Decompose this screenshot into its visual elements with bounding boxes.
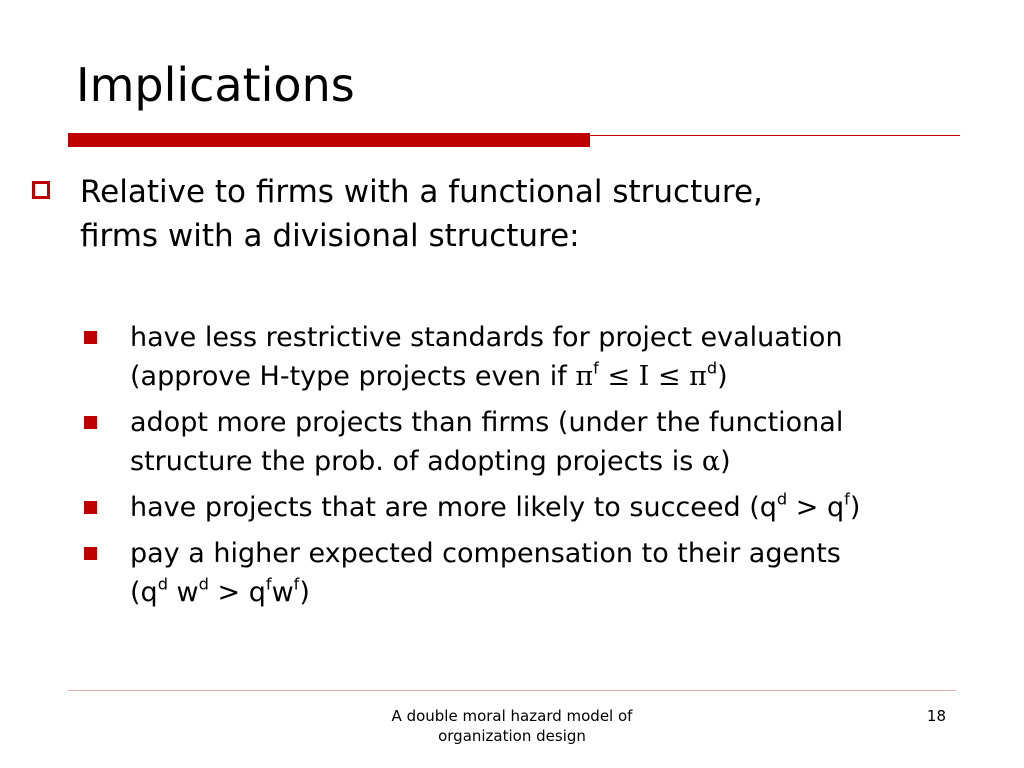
sub-bullet-1-line-2: [130, 357, 984, 396]
filled-square-bullet-icon: [84, 416, 97, 429]
le-symbol: ≤: [607, 361, 631, 392]
sub-bullet-item: [84, 488, 984, 527]
footer-line-1: A double moral hazard model of: [391, 707, 633, 725]
sub-bullet-4-line-2: [130, 573, 984, 612]
sub-bullet-2-line-1: adopt more projects than firms (under the functional: [130, 407, 844, 438]
superscript-f: f: [593, 358, 599, 378]
superscript-d: d: [706, 358, 718, 378]
text: (q: [130, 577, 158, 608]
text: ): [717, 361, 728, 392]
text: w: [271, 577, 294, 608]
text: ): [720, 446, 731, 477]
text: ): [299, 577, 310, 608]
text: have projects that are more likely to succeed (q: [130, 492, 777, 523]
alpha-symbol: α: [701, 446, 721, 477]
I-symbol: I: [638, 361, 650, 392]
title-rule-thick: [68, 133, 590, 147]
superscript-d: d: [776, 489, 788, 509]
filled-square-bullet-icon: [84, 501, 97, 514]
superscript-d: d: [198, 574, 209, 594]
footer-text: [362, 706, 662, 746]
main-bullet-line-2: firms with a divisional structure:: [80, 218, 580, 254]
footer-line-2: organization design: [438, 727, 586, 745]
superscript-f: f: [293, 574, 300, 594]
sub-bullet-list: [84, 318, 984, 619]
main-bullet-text: [80, 170, 960, 258]
le-symbol: ≤: [657, 361, 681, 392]
superscript-f: f: [844, 489, 850, 509]
sub-bullet-item: [84, 318, 984, 396]
sub-bullet-4-line-1: pay a higher expected compensation to their agents: [130, 538, 841, 569]
filled-square-bullet-icon: [84, 547, 97, 560]
text: structure the prob. of adopting projects is: [130, 446, 702, 477]
text: > q: [787, 492, 845, 523]
text: > q: [208, 577, 266, 608]
sub-bullet-3-line-1: [130, 488, 984, 527]
superscript-f: f: [265, 574, 272, 594]
filled-square-bullet-icon: [84, 331, 97, 344]
superscript-d: d: [157, 574, 168, 594]
pi-symbol: π: [575, 361, 594, 392]
text: (approve H-type projects even if: [130, 361, 576, 392]
square-bullet-icon: [32, 181, 50, 199]
text: ): [849, 492, 861, 523]
sub-bullet-1-line-1: have less restrictive standards for project evaluation: [130, 322, 843, 353]
main-bullet-line-1: Relative to firms with a functional structure,: [80, 174, 763, 210]
sub-bullet-2-line-2: [130, 442, 984, 481]
pi-symbol: π: [689, 361, 707, 392]
text: w: [167, 577, 199, 608]
page-number: 18: [926, 707, 946, 725]
slide-title: Implications: [76, 58, 355, 112]
sub-bullet-item: [84, 534, 984, 612]
footer-rule: [68, 690, 956, 691]
sub-bullet-item: [84, 403, 984, 481]
